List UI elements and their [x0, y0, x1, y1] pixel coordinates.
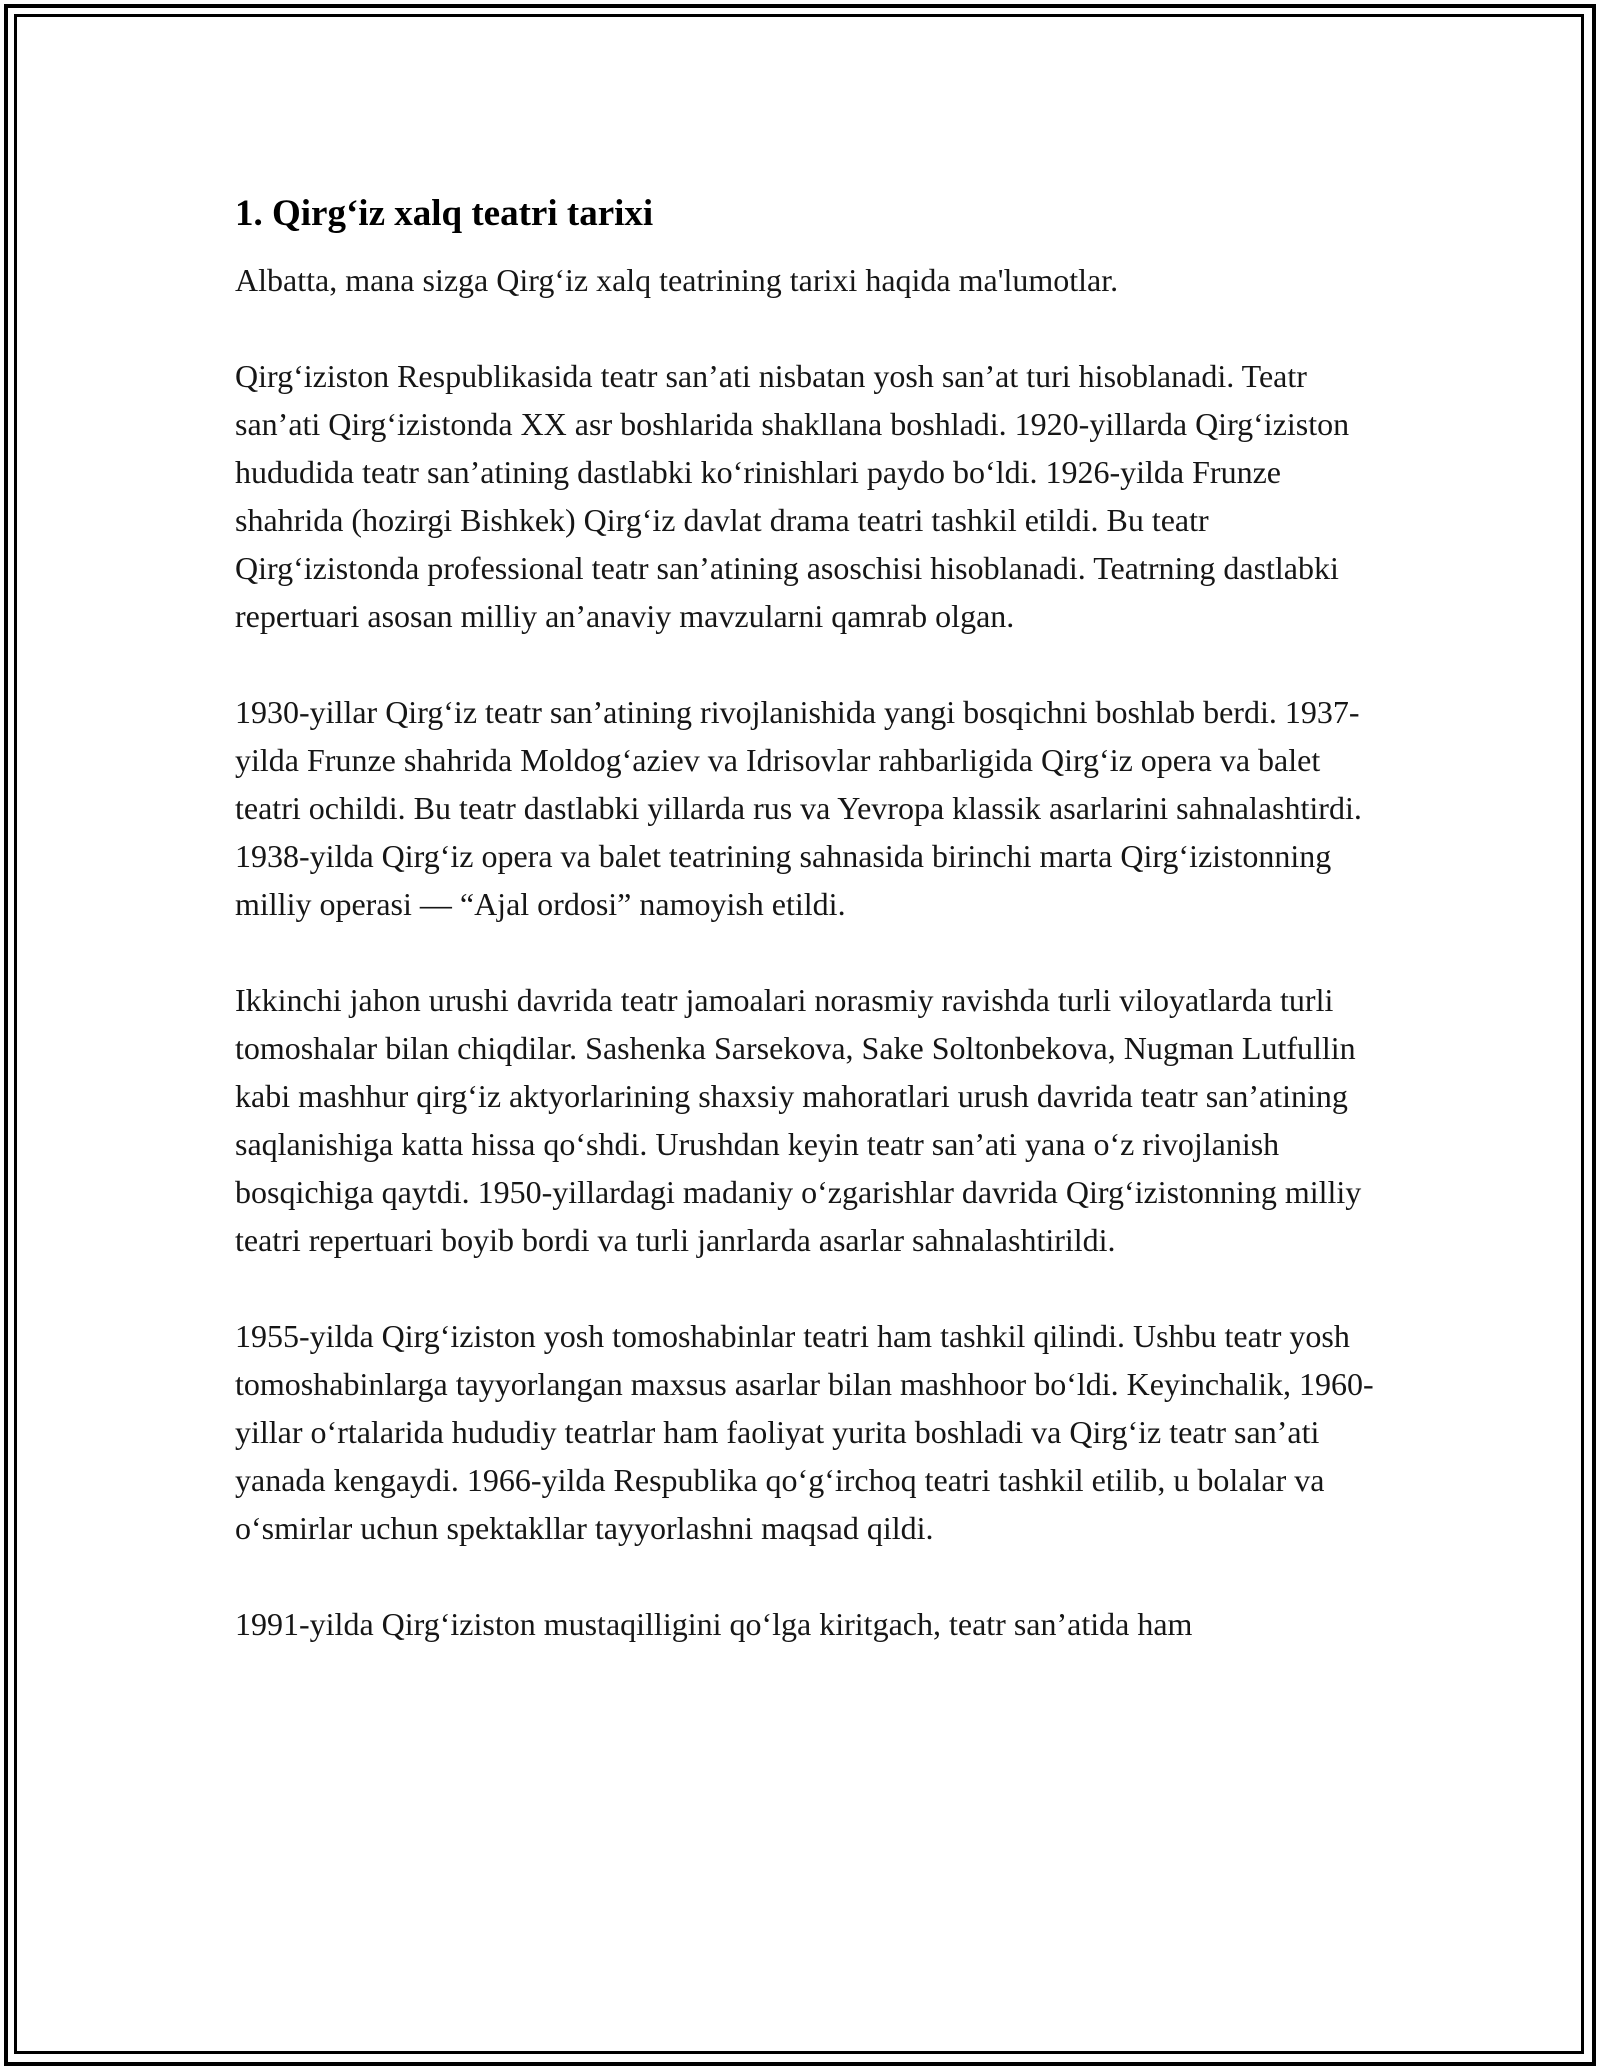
- paragraph-5: 1991-yilda Qirg‘iziston mustaqilligini qo‘lga kiritgach, teatr san’atida ham: [235, 1606, 1193, 1642]
- paragraph-4: 1955-yilda Qirg‘iziston yosh tomoshabinlar teatri ham tashkil qilindi. Ushbu teatr yosh tomoshabinlarga tayyorlangan maxsus asarlar bilan mashhoor bo‘ldi. Keyinchalik, 1960-yillar o‘rtalarida hududiy teatrlar ham faoliyat yurita boshladi va Qirg‘iz teatr san’ati yanada kengaydi. 1966-yilda Respublika qo‘g‘irchoq teatri tashkil etilib, u bolalar va o‘smirlar uchun spektakllar tayyorlashni maqsad qildi.: [235, 1318, 1374, 1546]
- document-body: [235, 186, 1375, 1696]
- paragraph-1: Qirg‘iziston Respublikasida teatr san’ati nisbatan yosh san’at turi hisoblanadi. Teatr san’ati Qirg‘izistonda XX asr boshlarida shakllana boshladi. 1920-yillarda Qirg‘iziston hududida teatr san’atining dastlabki ko‘rinishlari paydo bo‘ldi. 1926-yilda Frunze shahrida (hozirgi Bishkek) Qirg‘iz davlat drama teatri tashkil etildi. Bu teatr Qirg‘izistonda professional teatr san’atining asoschisi hisoblanadi. Teatrning dastlabki repertuari asosan milliy an’anaviy mavzularni qamrab olgan.: [235, 358, 1350, 634]
- paragraph-2: 1930-yillar Qirg‘iz teatr san’atining rivojlanishida yangi bosqichni boshlab berdi. 1937-yilda Frunze shahrida Moldog‘aziev va Idrisovlar rahbarligida Qirg‘iz opera va balet teatri ochildi. Bu teatr dastlabki yillarda rus va Yevropa klassik asarlarini sahnalashtirdi. 1938-yilda Qirg‘iz opera va balet teatrining sahnasida birinchi marta Qirg‘izistonning milliy operasi — “Ajal ordosi” namoyish etildi.: [235, 694, 1362, 922]
- document-title: 1. Qirg‘iz xalq teatri tarixi: [235, 193, 654, 234]
- paragraph-3: Ikkinchi jahon urushi davrida teatr jamoalari norasmiy ravishda turli viloyatlarda turli tomoshalar bilan chiqdilar. Sashenka Sarsekova, Sake Soltonbekova, Nugman Lutfullin kabi mashhur qirg‘iz aktyorlarining shaxsiy mahoratlari urush davrida teatr san’atining saqlanishiga katta hissa qo‘shdi. Urushdan keyin teatr san’ati yana o‘z rivojlanish bosqichiga qaytdi. 1950-yillardagi madaniy o‘zgarishlar davrida Qirg‘izistonning milliy teatri repertuari boyib bordi va turli janrlarda asarlar sahnalashtirildi.: [235, 982, 1362, 1258]
- intro-paragraph: Albatta, mana sizga Qirg‘iz xalq teatrining tarixi haqida ma'lumotlar.: [235, 262, 1119, 298]
